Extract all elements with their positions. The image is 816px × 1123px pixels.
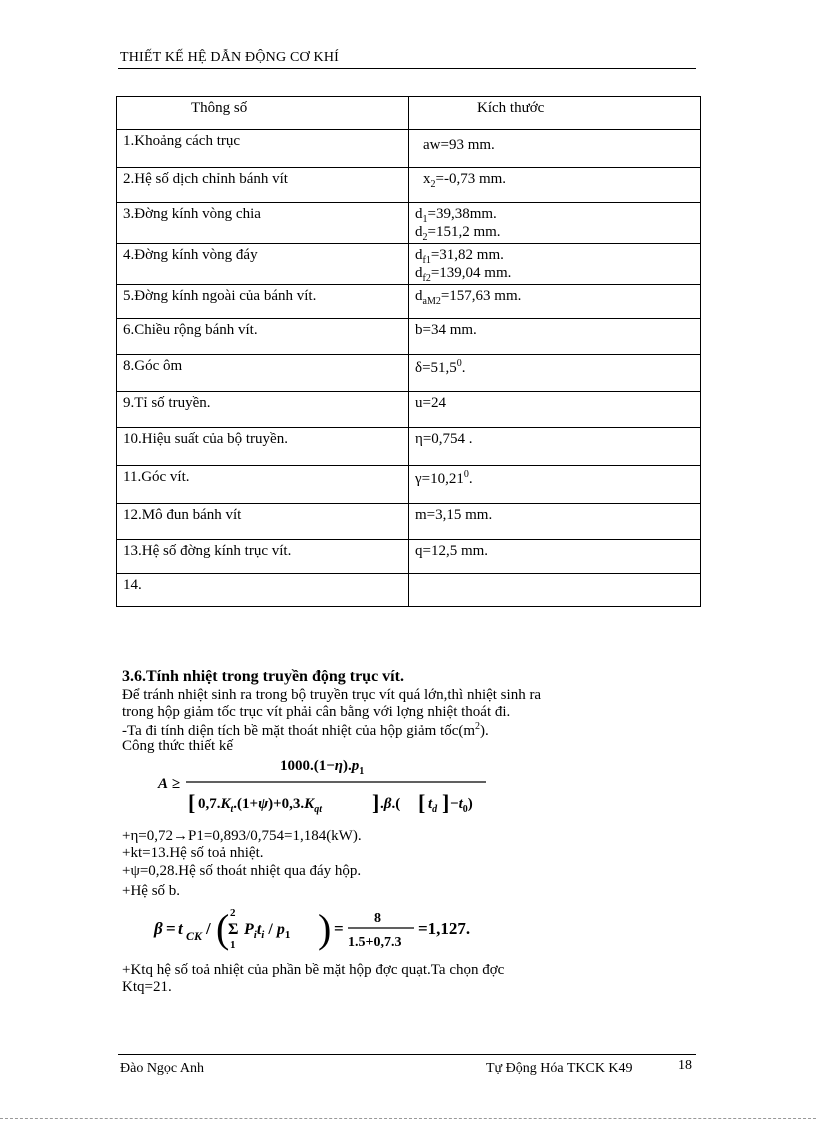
- param-cell: 2.Hệ số dịch chỉnh bánh vít: [117, 168, 409, 203]
- param-cell: 12.Mô đun bánh vít: [117, 504, 409, 540]
- paragraph-line: Công thức thiết kế: [122, 738, 234, 754]
- param-cell: 14.: [117, 574, 409, 607]
- paragraph-line: +kt=13.Hệ số toả nhiệt.: [122, 845, 264, 861]
- svg-text:1000.(1−η).p1: $1000.(1-\eta).p_1$: [280, 758, 365, 777]
- paragraph-line: Để tránh nhiệt sinh ra trong bộ truyền trục vít quá lớn,thì nhiệt sinh ra: [122, 687, 542, 703]
- svg-text:Piti / p1: $P_it_i / p_1$: [244, 921, 291, 941]
- svg-text:t: t: [178, 919, 183, 938]
- table-header-row: [117, 97, 701, 130]
- svg-text:/: /: [206, 919, 211, 938]
- param-cell: 13.Hệ số đờng kính trục vít.: [117, 540, 409, 574]
- svg-text:1.5+0,7.3: 1.5+0,7.3: [348, 935, 402, 950]
- param-cell: 4.Đờng kính vòng đáy: [117, 244, 409, 285]
- param-cell: 3.Đờng kính vòng chia: [117, 203, 409, 244]
- section-title: 3.6.Tính nhiệt trong truyền động trục vít.: [122, 668, 404, 685]
- value-cell: $d_{aM2}=157,63$ mm.: [409, 285, 701, 319]
- table-row: [117, 504, 701, 540]
- value-cell: u=24: [409, 392, 701, 428]
- paragraph-line: +Hệ số b.: [122, 883, 181, 899]
- paragraph-line: trong hộp giảm tốc trục vít phải cân bằng với lợng nhiệt thoát đi.: [122, 704, 511, 720]
- paragraph-line: +Ktq hệ số toả nhiệt của phần bề mặt hộp đợc quạt.Ta chọn đợc: [122, 962, 505, 978]
- table-row: [117, 466, 701, 504]
- svg-text:CK: CK: [186, 929, 203, 943]
- svg-text:[: [: [188, 790, 196, 815]
- spec-table: [116, 96, 701, 607]
- value-cell: $x_2=-0,73$ mm.: [409, 168, 701, 203]
- column-header-param: Thông số: [117, 97, 409, 130]
- page-header-title: THIẾT KẾ HỆ DẪN ĐỘNG CƠ KHÍ: [120, 50, 340, 65]
- svg-text:0,7.Kt.(1+ψ)+0,3.Kqt: $0,7.K_t.(1+\psi)+0,3.K_{qt}$: [198, 796, 322, 815]
- svg-text:.β.(: .β.(: [380, 796, 401, 812]
- table-row: [117, 168, 701, 203]
- svg-text:td: $t_d$: [428, 796, 438, 815]
- svg-text:]: ]: [442, 790, 450, 815]
- table-row: [117, 574, 701, 607]
- value-cell: η=0,754 .: [409, 428, 701, 466]
- area-formula: [150, 752, 495, 824]
- param-cell: 8.Góc ôm: [117, 355, 409, 392]
- value-cell: m=3,15 mm.: [409, 504, 701, 540]
- svg-text:=1,127.: =1,127.: [418, 919, 471, 938]
- param-cell: 9.Tỉ số truyền.: [117, 392, 409, 428]
- table-row: [117, 203, 701, 244]
- footer-course: Tự Động Hóa TKCK K49: [486, 1061, 633, 1076]
- table-row: [117, 244, 701, 285]
- svg-text:): ): [318, 906, 332, 951]
- svg-text:[: [: [418, 790, 426, 815]
- paragraph-line: +ψ=0,28.Hệ số thoát nhiệt qua đáy hộp.: [122, 863, 362, 879]
- value-cell: $d_{f1}=31,82$ mm. $d_{f2}=139,04$ mm.: [409, 244, 701, 285]
- paragraph-line: -Ta đi tính diện tích bề mặt thoát nhiệt của hộp giảm $tốc(m^2)$.: [122, 721, 489, 739]
- svg-text:β: β: [154, 919, 163, 938]
- param-cell: 11.Góc vít.: [117, 466, 409, 504]
- svg-text:2: 2: [230, 907, 236, 919]
- value-cell: $\gamma=10,21^0$.: [409, 466, 701, 504]
- paragraph-line: +η=0,72→P1=0,893/0,754=1,184(kW).: [122, 828, 362, 844]
- svg-text:A: A: [158, 776, 169, 792]
- paragraph-line: Ktq=21.: [122, 979, 172, 995]
- table-row: [117, 285, 701, 319]
- param-cell: 1.Khoảng cách trục: [117, 130, 409, 168]
- svg-text:(: (: [216, 906, 230, 951]
- value-cell: $\delta=51,5^0$.: [409, 355, 701, 392]
- table-row: [117, 540, 701, 574]
- table-row: [117, 428, 701, 466]
- table-row: [117, 130, 701, 168]
- svg-text:]: ]: [372, 790, 380, 815]
- param-cell: 6.Chiều rộng bánh vít.: [117, 319, 409, 355]
- table-row: [117, 392, 701, 428]
- table-row: [117, 355, 701, 392]
- svg-text:=: =: [166, 919, 176, 938]
- svg-text:−t0): $-t_0$): [450, 796, 473, 815]
- value-cell: q=12,5 mm.: [409, 540, 701, 574]
- svg-text:8: 8: [374, 911, 381, 926]
- table-row: [117, 319, 701, 355]
- beta-formula: [150, 898, 490, 958]
- svg-text:Σ: Σ: [228, 921, 239, 938]
- value-cell: aw=93 mm.: [409, 130, 701, 168]
- page-bottom-border: [0, 1118, 816, 1119]
- page-number: 18: [678, 1058, 692, 1073]
- value-cell: [409, 574, 701, 607]
- svg-text:≥: ≥: [172, 776, 181, 792]
- footer-author: Đào Ngọc Anh: [120, 1061, 204, 1076]
- footer-rule: [118, 1054, 696, 1055]
- param-cell: 10.Hiệu suất của bộ truyền.: [117, 428, 409, 466]
- svg-text:=: =: [334, 919, 344, 938]
- value-cell: b=34 mm.: [409, 319, 701, 355]
- param-cell: 5.Đờng kính ngoài của bánh vít.: [117, 285, 409, 319]
- value-cell: $d_1=39,38mm$. $d_2=151,2$ mm.: [409, 203, 701, 244]
- svg-text:1: 1: [230, 939, 236, 951]
- column-header-value: Kích thước: [409, 97, 701, 130]
- header-rule: [118, 68, 696, 69]
